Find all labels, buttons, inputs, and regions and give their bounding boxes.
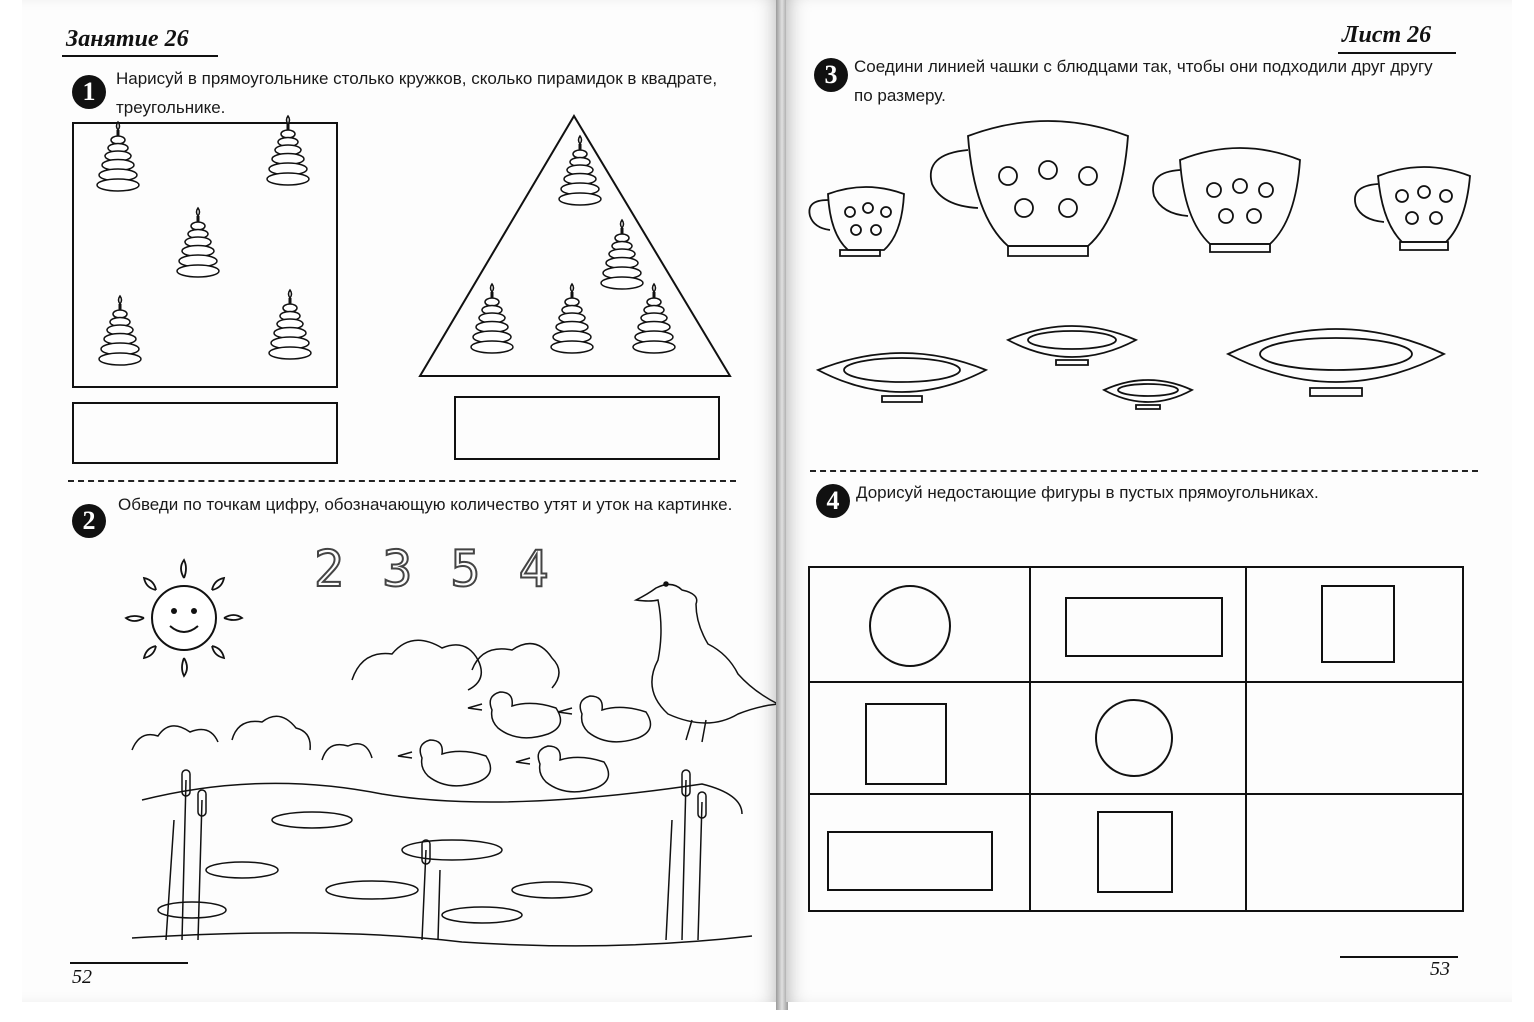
page-number-rule-left bbox=[70, 962, 188, 964]
task-2-instructions: Обведи по точкам цифру, обозначающую количество утят и уток на картинке. bbox=[118, 495, 733, 514]
task-4-number: 4 bbox=[816, 484, 850, 518]
sheet-title: Лист 26 bbox=[1342, 22, 1432, 48]
duck-icon bbox=[636, 582, 778, 742]
task-4-instructions: Дорисуй недостающие фигуры в пустых прямоугольниках. bbox=[856, 483, 1319, 502]
square-shape bbox=[866, 704, 946, 784]
left-page bbox=[22, 0, 778, 1002]
saucer-icon bbox=[818, 353, 986, 402]
pyramid-icon bbox=[471, 284, 513, 353]
reeds-icon bbox=[166, 770, 706, 940]
pyramid-icon bbox=[633, 284, 675, 353]
duckling-icon bbox=[468, 692, 561, 738]
pyramid-triangle bbox=[418, 112, 734, 382]
saucer-icon bbox=[1104, 380, 1192, 409]
saucers-row[interactable] bbox=[816, 310, 1456, 420]
circle-shape bbox=[870, 586, 950, 666]
pond-scene bbox=[122, 570, 762, 950]
task-1-number: 1 bbox=[72, 75, 106, 109]
cup-icon bbox=[809, 187, 904, 256]
duckling-icon bbox=[558, 696, 651, 742]
answer-box-triangle[interactable] bbox=[454, 396, 720, 460]
pyramid-square bbox=[72, 122, 338, 388]
task-3-instructions: Соедини линией чашки с блюдцами так, чтобы они подходили друг другу по размеру. bbox=[854, 57, 1433, 105]
duckling-icon bbox=[398, 740, 491, 786]
pyramid-icon bbox=[551, 284, 593, 353]
lesson-title-underline bbox=[62, 55, 218, 57]
pyramid-icon bbox=[177, 208, 219, 277]
answer-box-square[interactable] bbox=[72, 402, 338, 464]
page-number-right: 53 bbox=[1430, 958, 1450, 980]
lesson-title: Занятие 26 bbox=[66, 26, 189, 52]
pyramid-icon bbox=[267, 116, 309, 185]
cup-icon bbox=[931, 121, 1128, 256]
duckling-icon bbox=[516, 746, 609, 792]
pyramid-icon bbox=[559, 136, 601, 205]
section-divider-right bbox=[810, 470, 1478, 472]
square-shape bbox=[1322, 586, 1394, 662]
cups-row[interactable] bbox=[808, 116, 1478, 276]
pyramid-icon bbox=[99, 296, 141, 365]
rectangle-shape bbox=[828, 832, 992, 890]
task-3-number: 3 bbox=[814, 58, 848, 92]
square-shape bbox=[1098, 812, 1172, 892]
cup-icon bbox=[1355, 167, 1470, 250]
section-divider bbox=[68, 480, 736, 482]
pyramid-icon bbox=[97, 122, 139, 191]
empty-cell-row2-col3[interactable] bbox=[1248, 684, 1458, 788]
task-2-number: 2 bbox=[72, 504, 106, 538]
circle-shape bbox=[1096, 700, 1172, 776]
empty-cell-row3-col3[interactable] bbox=[1248, 798, 1458, 908]
saucer-icon bbox=[1228, 329, 1444, 396]
pyramid-icon bbox=[269, 290, 311, 359]
pyramid-icon bbox=[601, 220, 643, 289]
page-number-left: 52 bbox=[72, 966, 92, 988]
task-1-instructions: Нарисуй в прямоугольнике столько кружков, сколько пирамидок в квадрате, треугольнике. bbox=[116, 69, 718, 117]
dotted-digits[interactable]: 2 3 5 4 bbox=[314, 540, 553, 598]
right-page bbox=[786, 0, 1512, 1002]
rectangle-shape bbox=[1066, 598, 1222, 656]
saucer-icon bbox=[1008, 326, 1136, 365]
cup-icon bbox=[1153, 148, 1300, 252]
